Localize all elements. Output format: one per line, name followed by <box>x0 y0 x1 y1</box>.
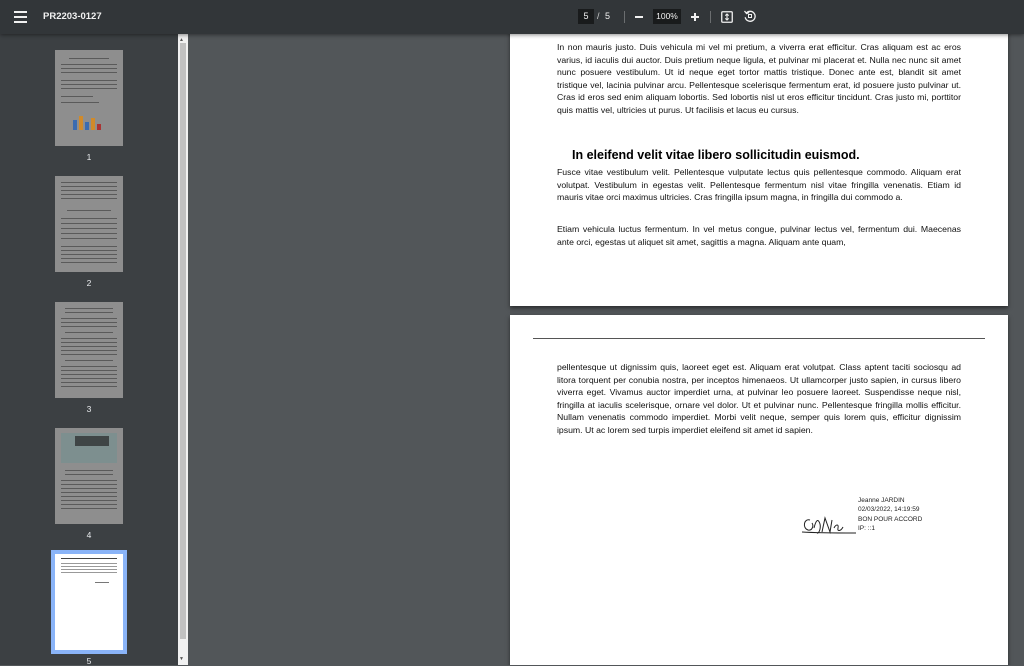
rotate-icon[interactable] <box>743 9 757 23</box>
minus-icon[interactable] <box>632 9 646 23</box>
thumbnail-label: 1 <box>86 152 92 162</box>
page-thumbnail-3[interactable] <box>55 302 123 398</box>
page-thumbnail-1[interactable] <box>55 50 123 146</box>
sidebar-scrollbar-thumb[interactable] <box>180 43 186 639</box>
section-heading: In eleifend velit vitae libero sollicitudin euismod. <box>572 148 860 162</box>
paragraph: Etiam vehicula luctus fermentum. In vel metus congue, pulvinar lectus vel, fermentum dui. Maecenas ante orci, egestas ut aliquet sit amet, sagittis a magna. Aliquam ante quam, <box>557 224 961 247</box>
page-total: 5 <box>605 11 611 21</box>
handwritten-signature <box>798 506 858 547</box>
page-thumbnail-2[interactable] <box>55 176 123 272</box>
paragraph: pellentesque ut dignissim quis, laoreet eget est. Aliquam erat volutpat. Class aptent taciti sociosqu ad litora torquent per conubia nostra, per inceptos himenaeos. Ut ullamcorper justo sapien, in cursus libero viverra eget. Vivamus auctor imperdiet urna, at pulvinar leo posuere laoreet. Suspendisse neque nisl, fringilla at iaculis scelerisque, ornare vel dolor. Ut et pulvinar nunc. Pellentesque fringilla mollis efficitur. Nullam venenatis commodo imperdiet. Morbi velit neque, semper quis lorem quis, efficitur dignissim ipsum. Ut ac lorem sed turpis imperdiet eleifend sit amet id sapien. <box>557 362 961 435</box>
signature-block <box>858 496 922 533</box>
toolbar <box>0 0 1024 34</box>
thumbnail-sidebar <box>0 34 178 665</box>
menu-icon[interactable] <box>12 8 30 26</box>
paragraph: In non mauris justo. Duis vehicula mi vel mi pretium, a viverra erat efficitur. Cras aliquam est ac eros varius, id iaculis dui auctor. Duis pretium neque ligula, et pulvinar mi placerat et. Nulla nec nunc sit amet nunc posuere vestibulum. Ut id neque eget tortor mattis tristique. Donec ante est, blandit sit amet tristique vel, lacinia pulvinar arcu. Pellentesque scelerisque fermentum erat, id posuere justo pulvinar ut. Cras id eros sed enim aliquam lobortis. Sed lobortis nisl ut eros efficitur tincidunt. Cras justo mi, porttitor quis mattis vel, ultricies ut purus. Ut facilisis et lacus eu cursus. <box>557 42 961 115</box>
page-separator: / <box>597 11 600 21</box>
signer-name: Jeanne JARDIN <box>858 497 905 504</box>
toolbar-divider <box>710 11 711 23</box>
header-rule <box>533 338 985 339</box>
zoom-input[interactable]: 100% <box>653 9 681 24</box>
signature-ip: IP: ::1 <box>858 524 875 532</box>
page-thumbnail-4[interactable] <box>55 428 123 524</box>
signature-mention: BON POUR ACCORD <box>858 515 923 523</box>
scroll-up-icon[interactable]: ▲ <box>179 37 184 43</box>
pdf-page-5 <box>510 315 1008 665</box>
toolbar-divider <box>624 11 625 23</box>
signature-datetime: 02/03/2022, 14:19:59 <box>858 506 920 514</box>
pdf-page-4 <box>510 34 1008 306</box>
paragraph: Fusce vitae vestibulum velit. Pellentesque vulputate lectus quis pellentesque commodo. Aliquam erat volutpat. Vestibulum in egestas velit. Pellentesque fermentum nisl vitae fringilla venenatis. Etiam id mauris vitae orci maximus ultricies. Cras fringilla ipsum magna, in fringilla dui commodo a. <box>557 167 961 203</box>
document-title: PR2203-0127 <box>43 11 102 22</box>
scroll-down-icon[interactable]: ▼ <box>179 656 184 662</box>
thumbnail-label: 4 <box>86 530 92 540</box>
thumbnail-label: 2 <box>86 278 92 288</box>
page-number-input[interactable]: 5 <box>578 9 594 24</box>
plus-icon[interactable] <box>688 9 702 23</box>
document-viewer <box>188 34 1024 665</box>
fit-page-icon[interactable] <box>721 10 733 22</box>
thumbnail-label: 3 <box>86 404 92 414</box>
page-thumbnail-5[interactable] <box>55 554 123 650</box>
thumbnail-label: 5 <box>86 656 92 666</box>
